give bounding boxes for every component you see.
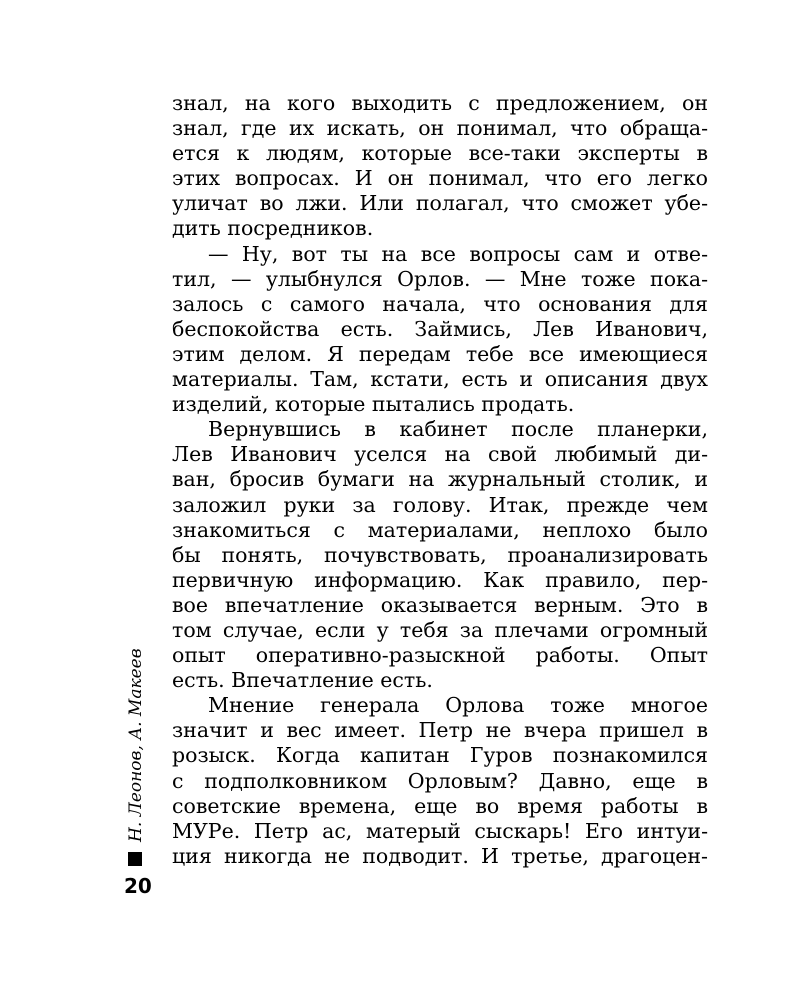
text-line: залось с самого начала, что основания для <box>172 291 708 316</box>
text-line: изделий, которые пытались продать. <box>172 392 575 417</box>
text-line: том случае, если у тебя за плечами огромный <box>172 617 708 642</box>
text-line: значит и вес имеет. Петр не вчера пришел в <box>172 718 708 743</box>
text-line: этих вопросах. И он понимал, что его легко <box>172 166 708 191</box>
body-text <box>172 91 708 869</box>
text-line: с подполковником Орловым? Давно, еще в <box>172 768 708 793</box>
text-line: знал, где их искать, он понимал, что обраща- <box>172 116 708 141</box>
text-line: материалы. Там, кстати, есть и описания двух <box>172 367 708 392</box>
square-bullet-icon <box>128 852 142 866</box>
text-line: опыт оперативно-разыскной работы. Опыт <box>172 643 708 668</box>
text-line: — Ну, вот ты на все вопросы сам и отве- <box>208 241 708 266</box>
text-line: розыск. Когда капитан Гуров познакомился <box>172 743 708 768</box>
running-head-authors: Н. Леонов, А. Макеев <box>126 648 146 842</box>
text-line: заложил руки за голову. Итак, прежде чем <box>172 492 708 517</box>
text-line: бы понять, почувствовать, проанализировать <box>172 542 708 567</box>
text-line: ция никогда не подводит. И третье, драгоцен- <box>172 843 708 868</box>
text-line: тил, — улыбнулся Орлов. — Мне тоже пока- <box>172 266 708 291</box>
text-line: беспокойства есть. Займись, Лев Иванович, <box>172 316 708 341</box>
text-line: МУРе. Петр ас, матерый сыскарь! Его интуи- <box>172 818 708 843</box>
text-line: вое впечатление оказывается верным. Это в <box>172 592 708 617</box>
text-line: советские времена, еще во время работы в <box>172 793 708 818</box>
text-line: дить посредников. <box>172 216 374 241</box>
text-line: знакомиться с материалами, неплохо было <box>172 517 708 542</box>
text-line: этим делом. Я передам тебе все имеющиеся <box>172 341 708 366</box>
text-line: ван, бросив бумаги на журнальный столик, и <box>172 467 708 492</box>
text-line: Лев Иванович уселся на свой любимый ди- <box>172 442 708 467</box>
text-line: Вернувшись в кабинет после планерки, <box>208 417 708 442</box>
text-line: Мнение генерала Орлова тоже многое <box>208 693 708 718</box>
text-line: есть. Впечатление есть. <box>172 668 433 693</box>
text-line: первичную информацию. Как правило, пер- <box>172 567 708 592</box>
text-line: знал, на кого выходить с предложением, он <box>172 91 708 115</box>
page-number: 20 <box>124 874 152 898</box>
text-line: уличат во лжи. Или полагал, что сможет убе- <box>172 191 708 216</box>
text-line: ется к людям, которые все-таки эксперты в <box>172 141 708 166</box>
